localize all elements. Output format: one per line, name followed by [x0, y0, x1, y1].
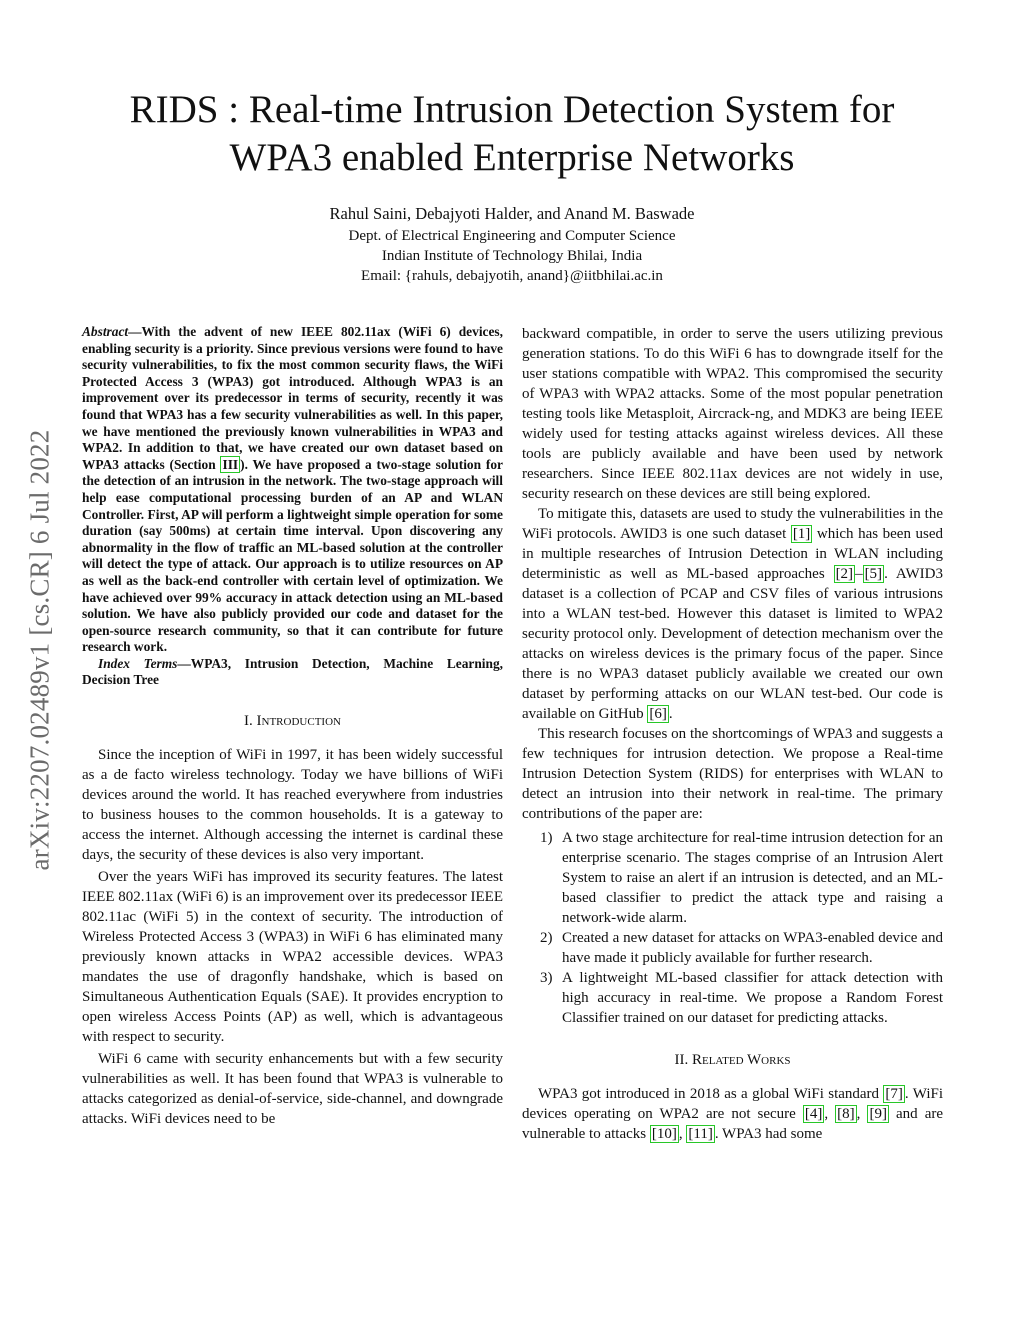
related-works-paragraph	[522, 1084, 943, 1144]
abstract-text-2: ). We have proposed a two-stage solution for the detection of an intrusion in the network. The two-stage approach will help ease computational processing burden of an AP and WLAN Controller. First, AP will perform a lightweight simple operation for some duration (say 500ms) at certain time interval. Upon discovering any abnormality in the flow of traffic an ML-based solution at the controller will detect the type of attack. Our approach is to utilize resources on AP as well as the back-end controller with certain level of optimization. We have achieved over 99% accuracy in attack detection using an ML-based solution. We have also publicly provided our code and dataset for the open-source research community, so that it can contribute for future research work.	[82, 456, 503, 655]
right-paragraph-2	[522, 504, 943, 724]
abstract	[82, 324, 503, 656]
abstract-lead: Abstract	[82, 324, 129, 339]
text-span: which has been used in multiple researches of Intrusion Detection in WLAN including deterministic as well as ML-based approaches	[522, 526, 944, 582]
right-paragraph-3: This research focuses on the shortcomings of WPA3 and suggests a few techniques for intrusion detection. We propose a Real-time Intrusion Detection System (RIDS) for enterprises with WLAN to detect an intrusion into their network in real-time. The primary contributions of the paper are:	[522, 726, 943, 822]
intro-paragraph-2: Over the years WiFi has improved its security features. The latest IEEE 802.11ax (WiFi 6) is an improvement over its predecessor IEEE 802.11ac (WiFi 5) in the context of security. The introduction of Wireless Protected Access 3 (WPA3) in WiFi 6 has eliminated many previously known attacks in WPA2 accessible devices. WPA3 mandates the use of dragonfly handshake, which is based on Simultaneous Authentication Equals (SAE). It provides encryption to open wireless Access Points (AP) as well, which is advantageous with respect to security.	[82, 869, 503, 1046]
citation-link-1[interactable]: [1]	[792, 526, 811, 542]
citation-link-6[interactable]: [6]	[649, 706, 667, 722]
intro-paragraph-1: Since the inception of WiFi in 1997, it has been widely successful as a de facto wireless technology. Today we have billions of WiFi devices around the world. It has reached everywhere from industries to business houses to the common households. It is a gateway to access the internet. Although accessing the internet is cardinal these days, the security of these devices is also very important.	[82, 747, 503, 864]
index-terms-lead: Index Terms	[98, 655, 178, 671]
text-span: WPA3 got introduced in 2018 as a global WiFi standard	[538, 1086, 884, 1102]
citation-link-4[interactable]: [4]	[804, 1106, 823, 1122]
citation-link-7[interactable]: [7]	[885, 1086, 903, 1102]
text-span: ,	[856, 1106, 868, 1122]
contributions-list	[522, 828, 943, 1028]
text-span: ,	[678, 1126, 687, 1142]
section-ref-link[interactable]: III	[222, 456, 239, 472]
abstract-text-1: —With the advent of new IEEE 802.11ax (WiFi 6) devices, enabling security is a priority. Since previous versions were found to have security vulnerabilities, to fix the most common security flaws, the WiFi Protected Access 3 (WPA3) got introduced. Although WPA3 is an improvement over its predecessor in terms of security, recently it was found that WPA3 has a few security vulnerabilities as well. In this paper, we have mentioned the previously known vulnerabilities in WPA3 and WPA2. In addition to that, we have created our own dataset based on WPA3 attacks (Section	[82, 324, 503, 472]
affiliation	[0, 226, 1024, 286]
section-heading-related-works: II. Related Works	[674, 1052, 791, 1068]
citation-link-11[interactable]: [11]	[688, 1126, 713, 1142]
department: Dept. of Electrical Engineering and Computer Science	[348, 228, 676, 244]
email: Email: {rahuls, debajyotih, anand}@iitbhilai.ac.in	[361, 268, 663, 284]
citation-link-8[interactable]: [8]	[837, 1106, 855, 1122]
list-item	[522, 968, 943, 1028]
citation-link-5[interactable]: [5]	[864, 566, 883, 582]
text-span: To mitigate this, datasets are used to study the vulnerabilities in the WiFi protocols. AWID3 is one such dataset	[522, 506, 943, 542]
title-line-1: RIDS : Real-time Intrusion Detection System for	[129, 88, 895, 131]
citation-link-2[interactable]: [2]	[835, 566, 854, 582]
text-span: and are vulnerable to attacks	[522, 1106, 944, 1142]
citation-link-10[interactable]: [10]	[651, 1126, 677, 1142]
index-terms	[82, 656, 503, 689]
text-span: ,	[824, 1106, 836, 1122]
intro-paragraph-3: WiFi 6 came with security enhancements but with a few security vulnerabilities as well. It has been found that WPA3 is vulnerable to attacks categorized as denial-of-service, side-channel, and downgrade attacks. WiFi devices need to be	[82, 1051, 503, 1128]
arxiv-identifier: arXiv:2207.02489v1 [cs.CR] 6 Jul 2022	[24, 429, 55, 871]
title-line-2: WPA3 enabled Enterprise Networks	[229, 136, 795, 179]
institute: Indian Institute of Technology Bhilai, India	[381, 248, 643, 264]
list-number: 1)	[540, 830, 553, 846]
right-paragraph-1: backward compatible, in order to serve the users utilizing previous generation stations. To do this WiFi 6 has to downgrade itself for the user stations compatible with WPA2. This compromised the security of WPA3 with WPA2 attacks. Some of the most popular penetration testing tools like Metasploit, Aircrack-ng, and MDK3 are being IEEE widely used for testing attacks against wireless devices. All these tools are publicly available and have been used by network researchers. Since IEEE 802.11ax devices are not widely in use, security research on these devices are still being explored.	[522, 326, 943, 502]
text-span: . WiFi devices operating on WPA2 are not secure	[522, 1086, 943, 1122]
citation-link-9[interactable]: [9]	[869, 1106, 887, 1122]
paper-title	[0, 86, 1024, 182]
list-number: 3)	[540, 970, 553, 986]
list-number: 2)	[540, 930, 553, 946]
list-text: A lightweight ML-based classifier for attack detection with high accuracy in real-time. We propose a Random Forest Classifier trained on our dataset for predicting attacks.	[562, 970, 943, 1026]
list-item	[522, 828, 943, 928]
right-column	[522, 324, 943, 1144]
text-span: –	[855, 566, 863, 582]
arxiv-sidebar	[20, 370, 60, 930]
author-list: Rahul Saini, Debajyoti Halder, and Anand M. Baswade	[329, 204, 695, 223]
left-column	[82, 324, 503, 1129]
text-span: . AWID3 dataset is a collection of PCAP and CSV files of various intrusions into a WLAN test-bed. However this dataset is limited to WPA2 security protocol only. Development of detection mechanism over the attacks on wireless devices is the primary focus of the paper. Since there is no WPA3 dataset publicly available we created our own dataset by performing attacks on our WLAN test-bed. Our code is available on GitHub	[522, 566, 943, 722]
list-text: Created a new dataset for attacks on WPA3-enabled device and have made it publicly available for further research.	[562, 930, 943, 966]
index-terms-text: —WPA3, Intrusion Detection, Machine Learning, Decision Tree	[82, 655, 503, 688]
list-item	[522, 928, 943, 968]
section-heading-introduction: I. Introduction	[244, 713, 341, 730]
list-text: A two stage architecture for real-time intrusion detection for an enterprise scenario. The stages comprise of an Intrusion Alert System to raise an alert if an intrusion is detected, and an ML-based classifier to predict the attack type and raising a network-wide alarm.	[562, 830, 943, 926]
text-span: . WPA3 had some	[714, 1126, 823, 1142]
text-span: .	[668, 706, 673, 722]
